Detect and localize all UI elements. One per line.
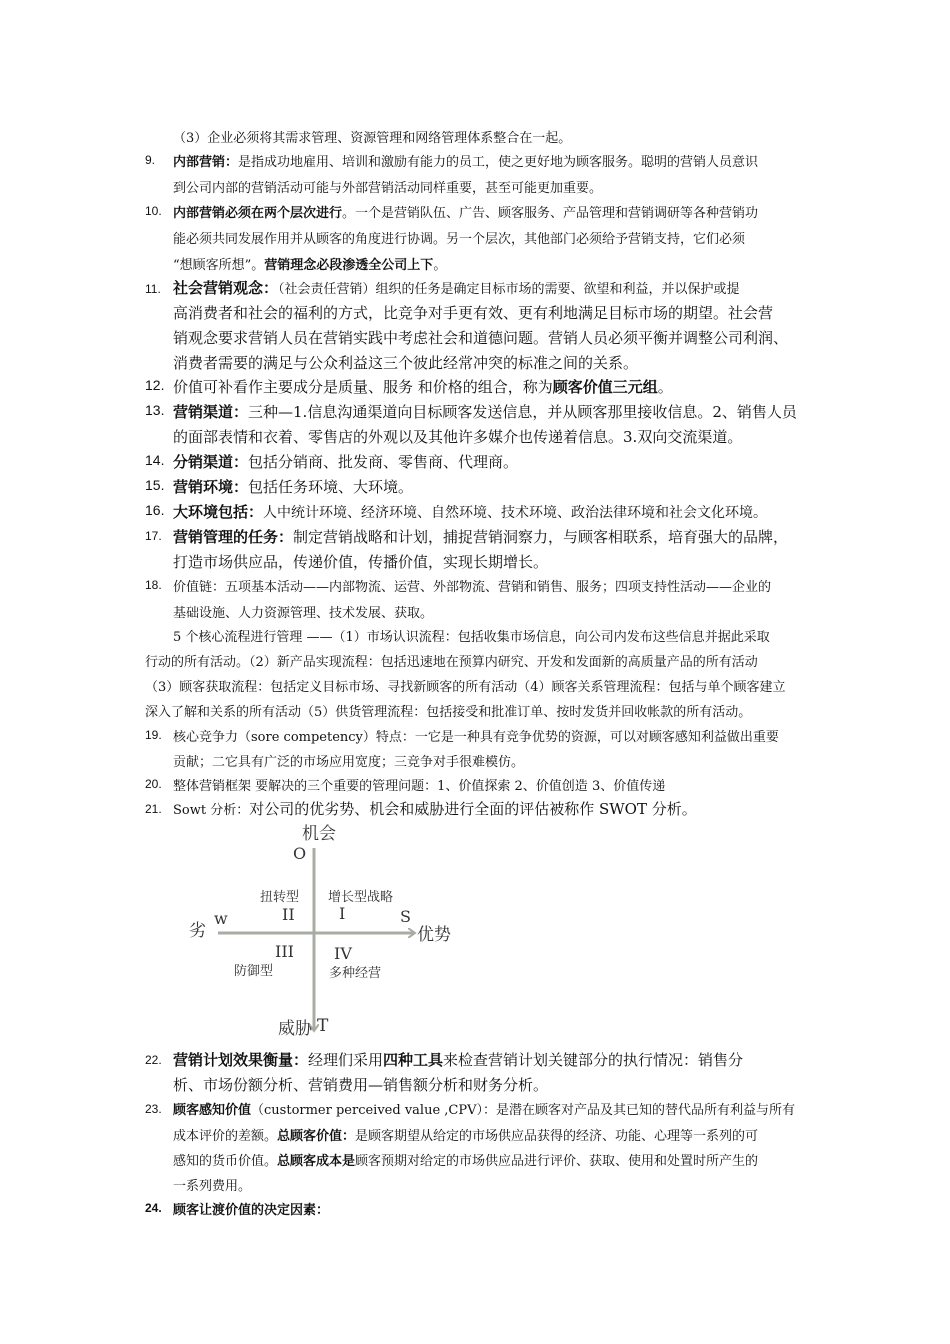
item11-line2: 高消费者和社会的福利的方式，比竞争对手更有效、更有利地满足目标市场的期望。社会营 bbox=[173, 304, 774, 322]
item13-line1: 营销渠道：三种—1.信息沟通渠道向目标顾客发送信息，并从顾客那里接收信息。2、销售人员 bbox=[173, 403, 797, 421]
item16-num: 16. bbox=[145, 502, 165, 518]
swot-q4-label: 多种经营 bbox=[329, 966, 382, 981]
item22-line1: 营销计划效果衡量：经理们采用四种工具来检查营销计划关键部分的执行情况：销售分 bbox=[173, 1051, 744, 1069]
item23-line4: 一系列费用。 bbox=[173, 1179, 252, 1194]
item14-num: 14. bbox=[145, 452, 165, 468]
item13-line2: 的面部表情和衣着、零售店的外观以及其他许多媒介也传递着信息。3.双向交流渠道。 bbox=[173, 428, 743, 446]
item23-line3: 感知的货币价值。总顾客成本是顾客预期对给定的市场供应品进行评价、获取、使用和处置时所产生的 bbox=[173, 1154, 759, 1169]
item14-line1: 分销渠道：包括分销商、批发商、零售商、代理商。 bbox=[173, 453, 519, 471]
item18-line1: 价值链：五项基本活动——内部物流、运营、外部物流、营销和销售、服务；四项支持性活动——企业的 bbox=[173, 580, 772, 595]
swot-q1-num: I bbox=[339, 904, 346, 923]
item10-line2: 能必须共同发展作用并从顾客的角度进行协调。另一个层次，其他部门必须给予营销支持，它们必须 bbox=[173, 232, 746, 247]
item21-num: 21. bbox=[145, 802, 162, 816]
item17-line2: 打造市场供应品，传递价值，传播价值，实现长期增长。 bbox=[173, 553, 549, 571]
item20-line1: 整体营销框架 要解决的三个重要的管理问题：1、价值探索 2、价值创造 3、价值传递 bbox=[173, 779, 666, 794]
swot-q3-label: 防御型 bbox=[234, 964, 274, 979]
item9-line2: 到公司内部的营销活动可能与外部营销活动同样重要，甚至可能更加重要。 bbox=[173, 181, 603, 196]
item11-num: 11. bbox=[145, 282, 161, 296]
item20-num: 20. bbox=[145, 777, 162, 791]
item9-label: 内部营销： bbox=[173, 155, 239, 170]
swot-t-label: T bbox=[317, 1016, 329, 1036]
item21-line1: Sowt 分析：对公司的优劣势、机会和威胁进行全面的评估被称作 SWOT 分析。 bbox=[173, 800, 697, 818]
item13-label: 营销渠道： bbox=[173, 403, 249, 421]
item8-cont: （3）企业必须将其需求管理、资源管理和网络管理体系整合在一起。 bbox=[173, 131, 572, 146]
item17-num: 17. bbox=[145, 529, 162, 543]
item11-line1: 社会营销观念：（社会责任营销）组织的任务是确定目标市场的需要、欲望和利益，并以保护或提 bbox=[173, 279, 740, 297]
item11-line4: 消费者需要的满足与公众利益这三个彼此经常冲突的标准之间的关系。 bbox=[173, 354, 639, 372]
core-process-line4: 深入了解和关系的所有活动（5）供货管理流程：包括接受和批准订单、按时发货并回收帐款的所有活动。 bbox=[145, 705, 752, 720]
item23-line1: 顾客感知价值（custormer perceived value ,CPV）：是潜在顾客对产品及其已知的替代品所有利益与所有 bbox=[173, 1103, 795, 1118]
swot-w-label: w bbox=[214, 909, 228, 928]
item13-num: 13. bbox=[145, 402, 165, 418]
item24-num: 24. bbox=[145, 1201, 162, 1215]
swot-q2-num: II bbox=[282, 905, 295, 924]
item19-line1: 核心竞争力（sore competency）特点：一它是一种具有竞争优势的资源，可以对顾客感知利益做出重要 bbox=[173, 730, 779, 745]
item10-line1: 内部营销必须在两个层次进行。一个是营销队伍、广告、顾客服务、产品管理和营销调研等各种营销功 bbox=[173, 206, 759, 221]
core-process-line3: （3）顾客获取流程：包括定义目标市场、寻找新顾客的所有活动（4）顾客关系管理流程：包括与单个顾客建立 bbox=[145, 680, 786, 695]
swot-right-label: 优势 bbox=[417, 925, 451, 945]
swot-q2-label: 扭转型 bbox=[260, 890, 300, 905]
item24-line1: 顾客让渡价值的决定因素： bbox=[173, 1203, 330, 1218]
item10-line3: “想顾客所想”。营销理念必段渗透全公司上下。 bbox=[173, 258, 447, 273]
swot-q1-label: 增长型战略 bbox=[328, 890, 394, 905]
item9-num: 9. bbox=[145, 153, 156, 167]
item11-line3: 销观念要求营销人员在营销实践中考虑社会和道德问题。营销人员必须平衡并调整公司利润、 bbox=[173, 329, 789, 347]
item10-num: 10. bbox=[145, 204, 162, 218]
item15-line1: 营销环境：包括任务环境、大环境。 bbox=[173, 478, 414, 496]
item23-line2: 成本评价的差额。总顾客价值：是顾客期望从给定的市场供应品获得的经济、功能、心理等一系列的可 bbox=[173, 1129, 759, 1144]
swot-diagram bbox=[180, 820, 480, 1042]
swot-left-label: 劣 bbox=[189, 921, 206, 941]
swot-q4-num: IV bbox=[334, 944, 352, 963]
swot-top-label: 机会 bbox=[302, 824, 336, 844]
item11-label: 社会营销观念： bbox=[173, 279, 279, 297]
item18-line2: 基础设施、人力资源管理、技术发展、获取。 bbox=[173, 606, 434, 621]
item23-num: 23. bbox=[145, 1102, 162, 1116]
item22-line2: 析、市场份额分析、营销费用—销售额分析和财务分析。 bbox=[173, 1076, 549, 1094]
core-process-line2: 行动的所有活动。（2）新产品实现流程：包括迅速地在预算内研究、开发和发面新的高质量产品的所有活动 bbox=[145, 655, 758, 670]
item9-line1: 内部营销：是指成功地雇用、培训和激励有能力的员工，使之更好地为顾客服务。聪明的营销人员意识 bbox=[173, 155, 759, 170]
item10-label: 内部营销必须在两个层次进行 bbox=[173, 206, 343, 221]
swot-o-label: O bbox=[293, 844, 307, 863]
item16-line1: 大环境包括：人中统计环境、经济环境、自然环境、技术环境、政治法律环境和社会文化环境。 bbox=[173, 503, 768, 521]
swot-bottom-label: 威胁 bbox=[278, 1019, 312, 1039]
swot-s-label: S bbox=[400, 907, 411, 926]
item15-num: 15. bbox=[145, 477, 165, 493]
item17-line1: 营销管理的任务：制定营销战略和计划，捕捉营销洞察力，与顾客相联系，培育强大的品牌， bbox=[173, 528, 789, 546]
item18-num: 18. bbox=[145, 578, 162, 592]
swot-q3-num: III bbox=[275, 942, 294, 961]
item12-num: 12. bbox=[145, 377, 165, 393]
item22-num: 22. bbox=[145, 1053, 162, 1067]
item12-line1: 价值可补看作主要成分是质量、服务 和价格的组合，称为顾客价值三元组。 bbox=[173, 378, 673, 396]
core-process-line1: 5 个核心流程进行管理 ——（1）市场认识流程：包括收集市场信息，向公司内发布这些信息并据此采取 bbox=[173, 630, 770, 645]
item19-num: 19. bbox=[145, 728, 162, 742]
item19-line2: 贡献；二它具有广泛的市场应用宽度；三竞争对手很难模仿。 bbox=[173, 755, 525, 770]
